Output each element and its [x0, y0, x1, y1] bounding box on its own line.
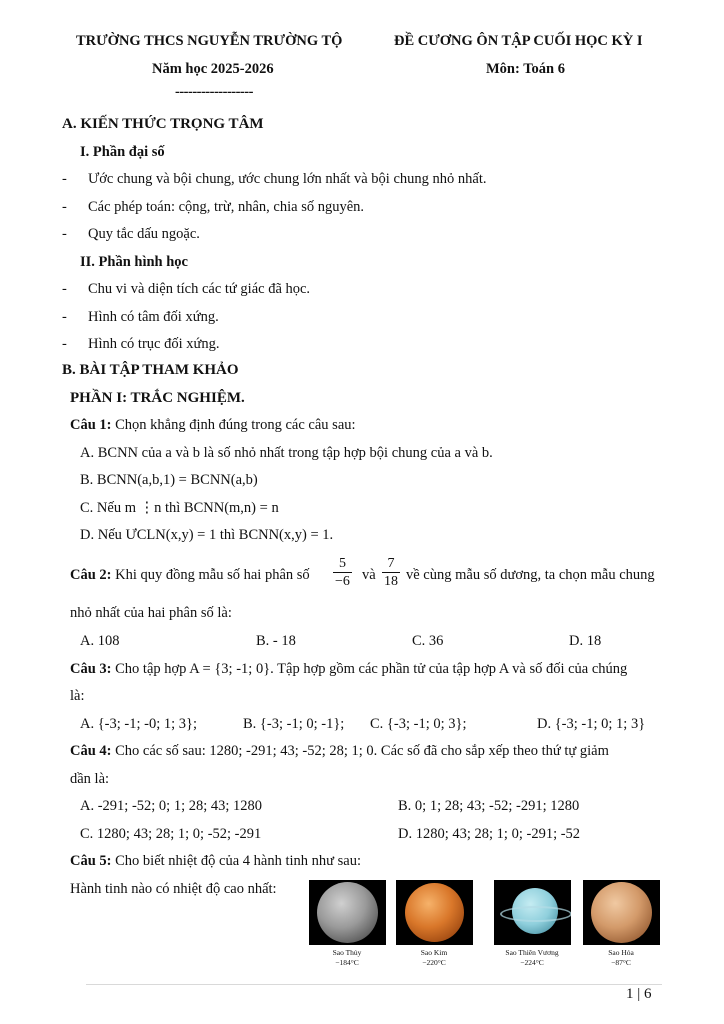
header-dashes: ------------------	[175, 84, 253, 100]
list-item: - Các phép toán: cộng, trừ, nhân, chia số nguyên.	[62, 199, 365, 215]
q3-line2: là:	[70, 688, 85, 704]
uranus-image	[494, 880, 571, 945]
list-item: - Hình có tâm đối xứng.	[62, 309, 219, 325]
list-item: - Quy tắc dấu ngoặc.	[62, 226, 200, 242]
footer-divider	[86, 984, 662, 985]
q2-line2: nhỏ nhất của hai phân số là:	[70, 605, 232, 621]
q1-option-b: B. BCNN(a,b,1) = BCNN(a,b)	[80, 472, 258, 488]
question-4: Câu 4: Cho các số sau: 1280; -291; 43; -52; 28; 1; 0. Các số đã cho sắp xếp theo thứ tự giảm	[70, 743, 609, 759]
mars-image	[583, 880, 660, 945]
q2-option-a: A. 108	[80, 633, 120, 649]
question-5: Câu 5: Cho biết nhiệt độ của 4 hành tinh như sau:	[70, 853, 361, 869]
part2-title: II. Phần hình học	[80, 254, 188, 270]
planet-caption: Sao Kim −220°C	[420, 948, 448, 967]
q1-option-d: D. Nếu ƯCLN(x,y) = 1 thì BCNN(x,y) = 1.	[80, 527, 334, 543]
q2-option-d: D. 18	[569, 633, 602, 649]
part-i-title: PHẦN I: TRẮC NGHIỆM.	[70, 390, 245, 406]
list-item: - Chu vi và diện tích các tứ giác đã học.	[62, 281, 311, 297]
planet-caption: Sao Thủy −184°C	[332, 948, 362, 967]
planet-caption: Sao Thiên Vương −224°C	[505, 948, 559, 967]
list-item: - Ước chung và bội chung, ước chung lớn nhất và bội chung nhỏ nhất.	[62, 171, 487, 187]
q4-option-b: B. 0; 1; 28; 43; -52; -291; 1280	[398, 798, 580, 814]
school-year: Năm học 2025-2026	[152, 61, 274, 77]
q1-option-c: C. Nếu m ⋮n thì BCNN(m,n) = n	[80, 500, 279, 516]
school-name: TRƯỜNG THCS NGUYỄN TRƯỜNG TỘ	[76, 33, 343, 49]
part1-title: I. Phần đại số	[80, 144, 165, 160]
question-3: Câu 3: Cho tập hợp A = {3; -1; 0}. Tập hợp gồm các phần tử của tập hợp A và số đối của chúng	[70, 661, 628, 677]
q2-text-after: về cùng mẫu số dương, ta chọn mẫu chung	[406, 567, 655, 583]
q5-prompt: Hành tinh nào có nhiệt độ cao nhất:	[70, 881, 277, 897]
list-item: - Hình có trục đối xứng.	[62, 336, 220, 352]
q3-option-c: C. {-3; -1; 0; 3};	[370, 716, 467, 732]
mercury-image	[309, 880, 386, 945]
q2-option-b: B. - 18	[256, 633, 296, 649]
q4-option-c: C. 1280; 43; 28; 1; 0; -52; -291	[80, 826, 262, 842]
q3-option-b: B. {-3; -1; 0; -1};	[243, 716, 345, 732]
document-title: ĐỀ CƯƠNG ÔN TẬP CUỐI HỌC KỲ I	[394, 33, 643, 49]
section-a-title: A. KIẾN THỨC TRỌNG TÂM	[62, 116, 264, 132]
planet-caption: Sao Hỏa −87°C	[608, 948, 634, 967]
fraction-2: $\frac{7}{18}$	[384, 556, 398, 589]
q3-option-a: A. {-3; -1; -0; 1; 3};	[80, 716, 198, 732]
question-2: Câu 2: Khi quy đồng mẫu số hai phân số	[70, 567, 310, 583]
q2-and: và	[362, 567, 376, 583]
question-1: Câu 1: Chọn khẳng định đúng trong các câu sau:	[70, 417, 356, 433]
q3-option-d: D. {-3; -1; 0; 1; 3}	[537, 716, 646, 732]
q2-option-c: C. 36	[412, 633, 444, 649]
subject: Môn: Toán 6	[486, 61, 565, 77]
q4-option-d: D. 1280; 43; 28; 1; 0; -291; -52	[398, 826, 581, 842]
venus-image	[396, 880, 473, 945]
page-number: 1 | 6	[626, 986, 652, 1002]
q4-line2: dần là:	[70, 771, 110, 787]
q4-option-a: A. -291; -52; 0; 1; 28; 43; 1280	[80, 798, 263, 814]
fraction-1: $\frac{5}{-6}$	[335, 556, 350, 589]
q1-option-a: A. BCNN của a và b là số nhỏ nhất trong tập hợp bội chung của a và b.	[80, 445, 493, 461]
section-b-title: B. BÀI TẬP THAM KHẢO	[62, 362, 239, 378]
